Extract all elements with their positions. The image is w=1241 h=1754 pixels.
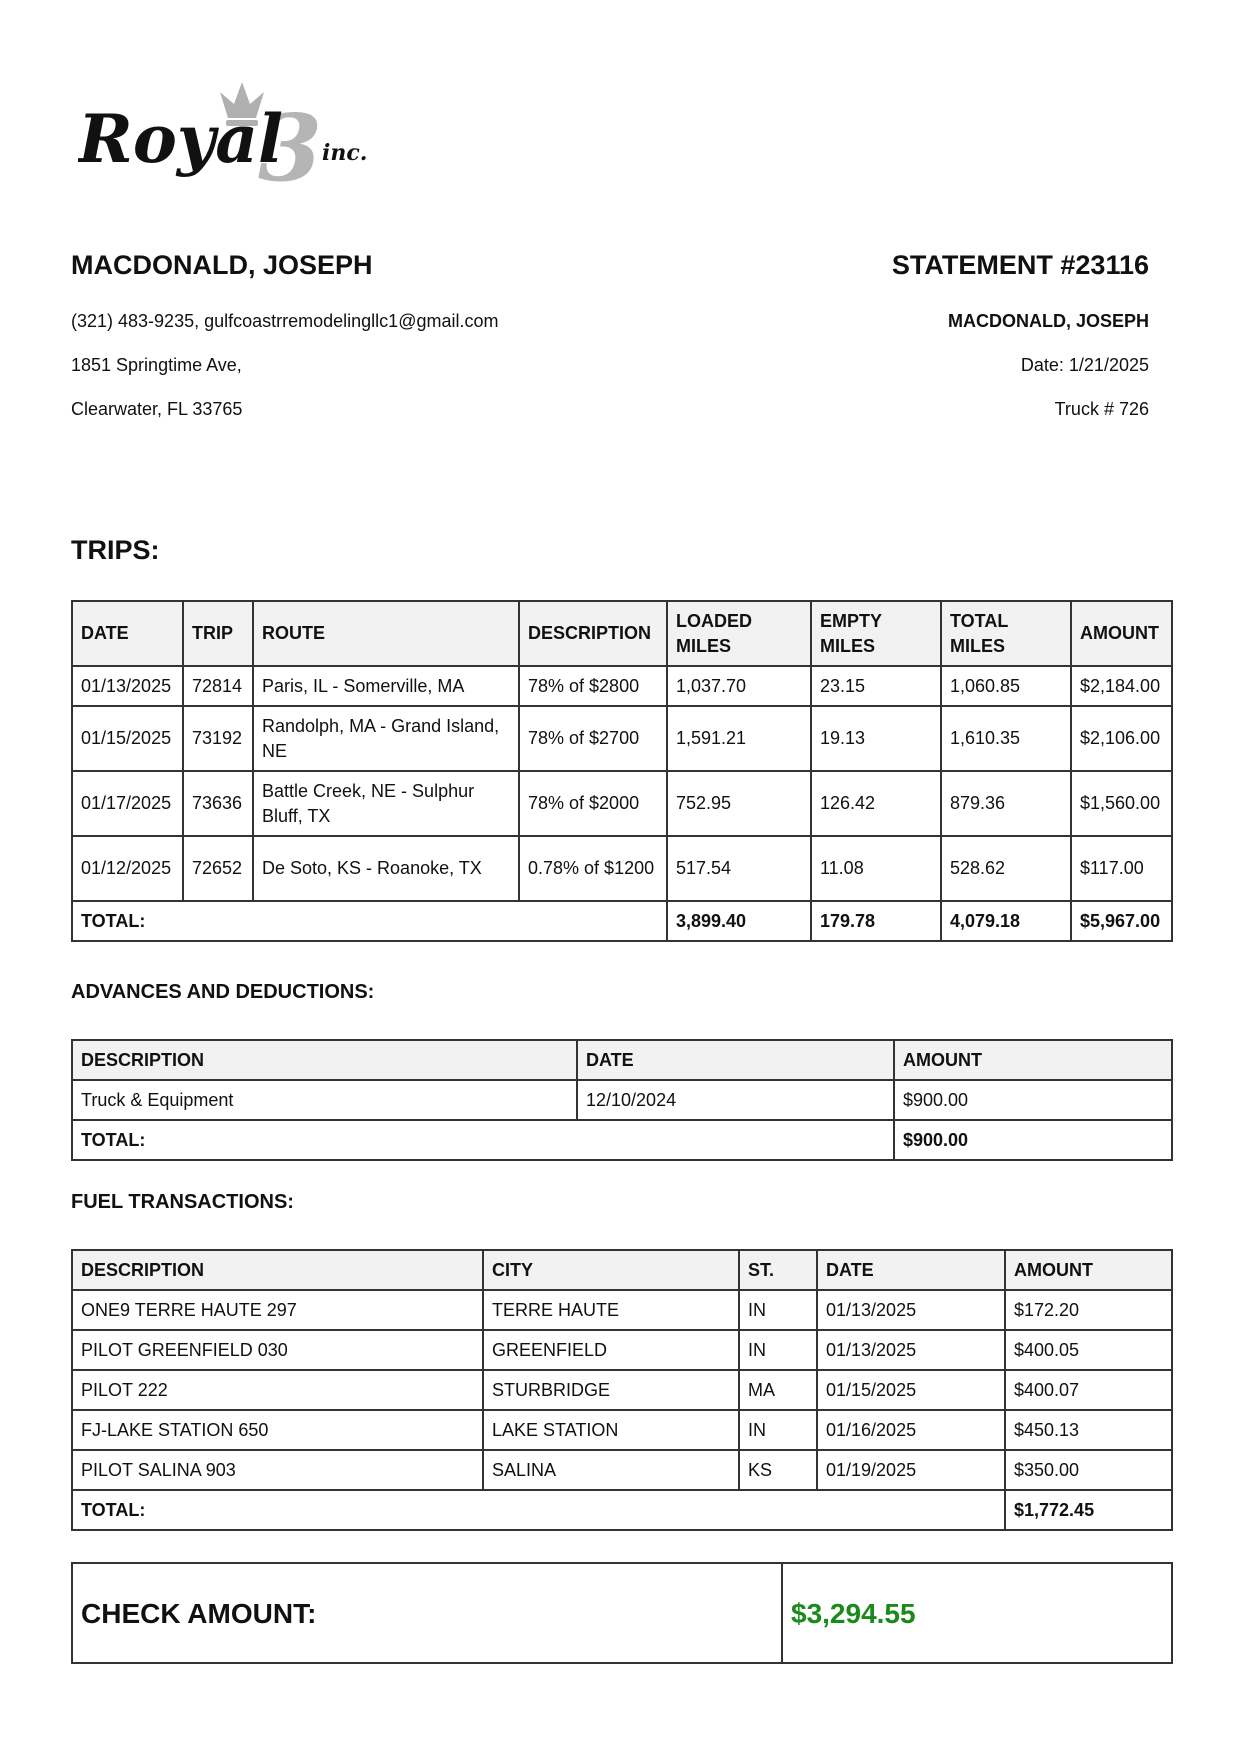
- col-header: TOTAL MILES: [941, 601, 1071, 666]
- table-cell: LAKE STATION: [483, 1410, 739, 1450]
- customer-address-line1: 1851 Springtime Ave,: [71, 355, 242, 375]
- col-header: EMPTY MILES: [811, 601, 941, 666]
- table-total-row: [72, 901, 1172, 941]
- total-label: TOTAL:: [72, 1120, 894, 1160]
- total-amount: $900.00: [894, 1120, 1172, 1160]
- table-cell: PILOT SALINA 903: [72, 1450, 483, 1490]
- table-cell: $117.00: [1071, 836, 1172, 901]
- table-cell: $400.05: [1005, 1330, 1172, 1370]
- table-cell: 72814: [183, 666, 253, 706]
- table-cell: $2,184.00: [1071, 666, 1172, 706]
- table-cell: 23.15: [811, 666, 941, 706]
- table-cell: 01/19/2025: [817, 1450, 1005, 1490]
- table-row: [72, 706, 1172, 771]
- table-cell: 78% of $2000: [519, 771, 667, 836]
- table-row: [72, 1080, 1172, 1120]
- table-cell: $900.00: [894, 1080, 1172, 1120]
- table-cell: 72652: [183, 836, 253, 901]
- statement-name: MACDONALD, JOSEPH: [947, 311, 1149, 331]
- table-cell: $400.07: [1005, 1370, 1172, 1410]
- table-cell: 01/17/2025: [72, 771, 183, 836]
- table-cell: $450.13: [1005, 1410, 1172, 1450]
- table-cell: IN: [739, 1410, 817, 1450]
- col-header: DESCRIPTION: [519, 601, 667, 666]
- fuel-heading: FUEL TRANSACTIONS:: [71, 1191, 294, 1213]
- table-cell: 1,610.35: [941, 706, 1071, 771]
- table-total-row: [72, 1490, 1172, 1530]
- col-header: ROUTE: [253, 601, 519, 666]
- table-row: [72, 666, 1172, 706]
- col-header: DESCRIPTION: [72, 1040, 577, 1080]
- col-header: TRIP: [183, 601, 253, 666]
- table-cell: $1,560.00: [1071, 771, 1172, 836]
- statement-number: STATEMENT #23116: [891, 250, 1149, 280]
- table-row: [72, 1330, 1172, 1370]
- table-cell: IN: [739, 1330, 817, 1370]
- table-row: [72, 771, 1172, 836]
- table-cell: $2,106.00: [1071, 706, 1172, 771]
- company-logo: [78, 78, 380, 190]
- table-cell: PILOT GREENFIELD 030: [72, 1330, 483, 1370]
- table-cell: 126.42: [811, 771, 941, 836]
- table-cell: MA: [739, 1370, 817, 1410]
- table-cell: De Soto, KS - Roanoke, TX: [253, 836, 519, 901]
- table-row: [72, 1370, 1172, 1410]
- table-cell: 12/10/2024: [577, 1080, 894, 1120]
- table-cell: SALINA: [483, 1450, 739, 1490]
- col-header: AMOUNT: [894, 1040, 1172, 1080]
- table-cell: 19.13: [811, 706, 941, 771]
- col-header: DATE: [72, 601, 183, 666]
- table-header-row: [72, 1250, 1172, 1290]
- table-cell: IN: [739, 1290, 817, 1330]
- table-cell: 0.78% of $1200: [519, 836, 667, 901]
- col-header: DATE: [817, 1250, 1005, 1290]
- advances-heading: ADVANCES AND DEDUCTIONS:: [71, 981, 375, 1003]
- table-cell: 01/12/2025: [72, 836, 183, 901]
- col-header: AMOUNT: [1005, 1250, 1172, 1290]
- logo-suffix: inc.: [322, 140, 368, 166]
- table-cell: Battle Creek, NE - Sulphur Bluff, TX: [253, 771, 519, 836]
- col-header: DATE: [577, 1040, 894, 1080]
- table-total-row: [72, 1120, 1172, 1160]
- table-cell: 1,037.70: [667, 666, 811, 706]
- col-header: DESCRIPTION: [72, 1250, 483, 1290]
- table-cell: 1,060.85: [941, 666, 1071, 706]
- total-label: TOTAL:: [72, 901, 667, 941]
- table-cell: Truck & Equipment: [72, 1080, 577, 1120]
- table-cell: 517.54: [667, 836, 811, 901]
- total-empty-miles: 179.78: [811, 901, 941, 941]
- trips-heading: TRIPS:: [71, 535, 160, 565]
- table-cell: GREENFIELD: [483, 1330, 739, 1370]
- col-header: ST.: [739, 1250, 817, 1290]
- check-amount-value: $3,294.55: [782, 1563, 1172, 1663]
- check-amount-box: [71, 1562, 1173, 1664]
- table-cell: 78% of $2800: [519, 666, 667, 706]
- table-cell: ONE9 TERRE HAUTE 297: [72, 1290, 483, 1330]
- table-cell: 11.08: [811, 836, 941, 901]
- check-amount-label: CHECK AMOUNT:: [72, 1563, 782, 1663]
- advances-table: [71, 1039, 1173, 1161]
- table-cell: 752.95: [667, 771, 811, 836]
- truck-number: Truck # 726: [1054, 399, 1149, 419]
- total-label: TOTAL:: [72, 1490, 1005, 1530]
- table-cell: KS: [739, 1450, 817, 1490]
- table-cell: $172.20: [1005, 1290, 1172, 1330]
- table-cell: Paris, IL - Somerville, MA: [253, 666, 519, 706]
- table-row: [72, 1290, 1172, 1330]
- table-cell: 78% of $2700: [519, 706, 667, 771]
- statement-date: Date: 1/21/2025: [1020, 355, 1149, 375]
- table-cell: 01/16/2025: [817, 1410, 1005, 1450]
- table-cell: 01/13/2025: [817, 1330, 1005, 1370]
- customer-contact: (321) 483-9235, gulfcoastrremodelingllc1@gmail.com: [71, 311, 499, 331]
- fuel-table: [71, 1249, 1173, 1531]
- trips-table: [71, 600, 1173, 942]
- col-header: CITY: [483, 1250, 739, 1290]
- table-header-row: [72, 601, 1172, 666]
- table-cell: STURBRIDGE: [483, 1370, 739, 1410]
- table-row: [72, 1450, 1172, 1490]
- table-row: [72, 836, 1172, 901]
- table-cell: 1,591.21: [667, 706, 811, 771]
- table-cell: FJ-LAKE STATION 650: [72, 1410, 483, 1450]
- table-cell: TERRE HAUTE: [483, 1290, 739, 1330]
- table-cell: 01/13/2025: [817, 1290, 1005, 1330]
- table-cell: Randolph, MA - Grand Island, NE: [253, 706, 519, 771]
- table-cell: 528.62: [941, 836, 1071, 901]
- total-miles: 4,079.18: [941, 901, 1071, 941]
- customer-name: MACDONALD, JOSEPH: [71, 250, 373, 280]
- total-amount: $5,967.00: [1071, 901, 1172, 941]
- table-cell: 73192: [183, 706, 253, 771]
- logo-wordmark: Royal: [78, 100, 284, 178]
- col-header: AMOUNT: [1071, 601, 1172, 666]
- table-header-row: [72, 1040, 1172, 1080]
- table-cell: 01/15/2025: [817, 1370, 1005, 1410]
- table-cell: 01/13/2025: [72, 666, 183, 706]
- total-loaded-miles: 3,899.40: [667, 901, 811, 941]
- table-row: [72, 1410, 1172, 1450]
- col-header: LOADED MILES: [667, 601, 811, 666]
- check-amount-row: [72, 1563, 1172, 1663]
- table-cell: 73636: [183, 771, 253, 836]
- table-cell: 01/15/2025: [72, 706, 183, 771]
- table-cell: $350.00: [1005, 1450, 1172, 1490]
- total-amount: $1,772.45: [1005, 1490, 1172, 1530]
- table-cell: PILOT 222: [72, 1370, 483, 1410]
- logo-number: 3: [258, 94, 323, 190]
- customer-address-line2: Clearwater, FL 33765: [71, 399, 243, 419]
- table-cell: 879.36: [941, 771, 1071, 836]
